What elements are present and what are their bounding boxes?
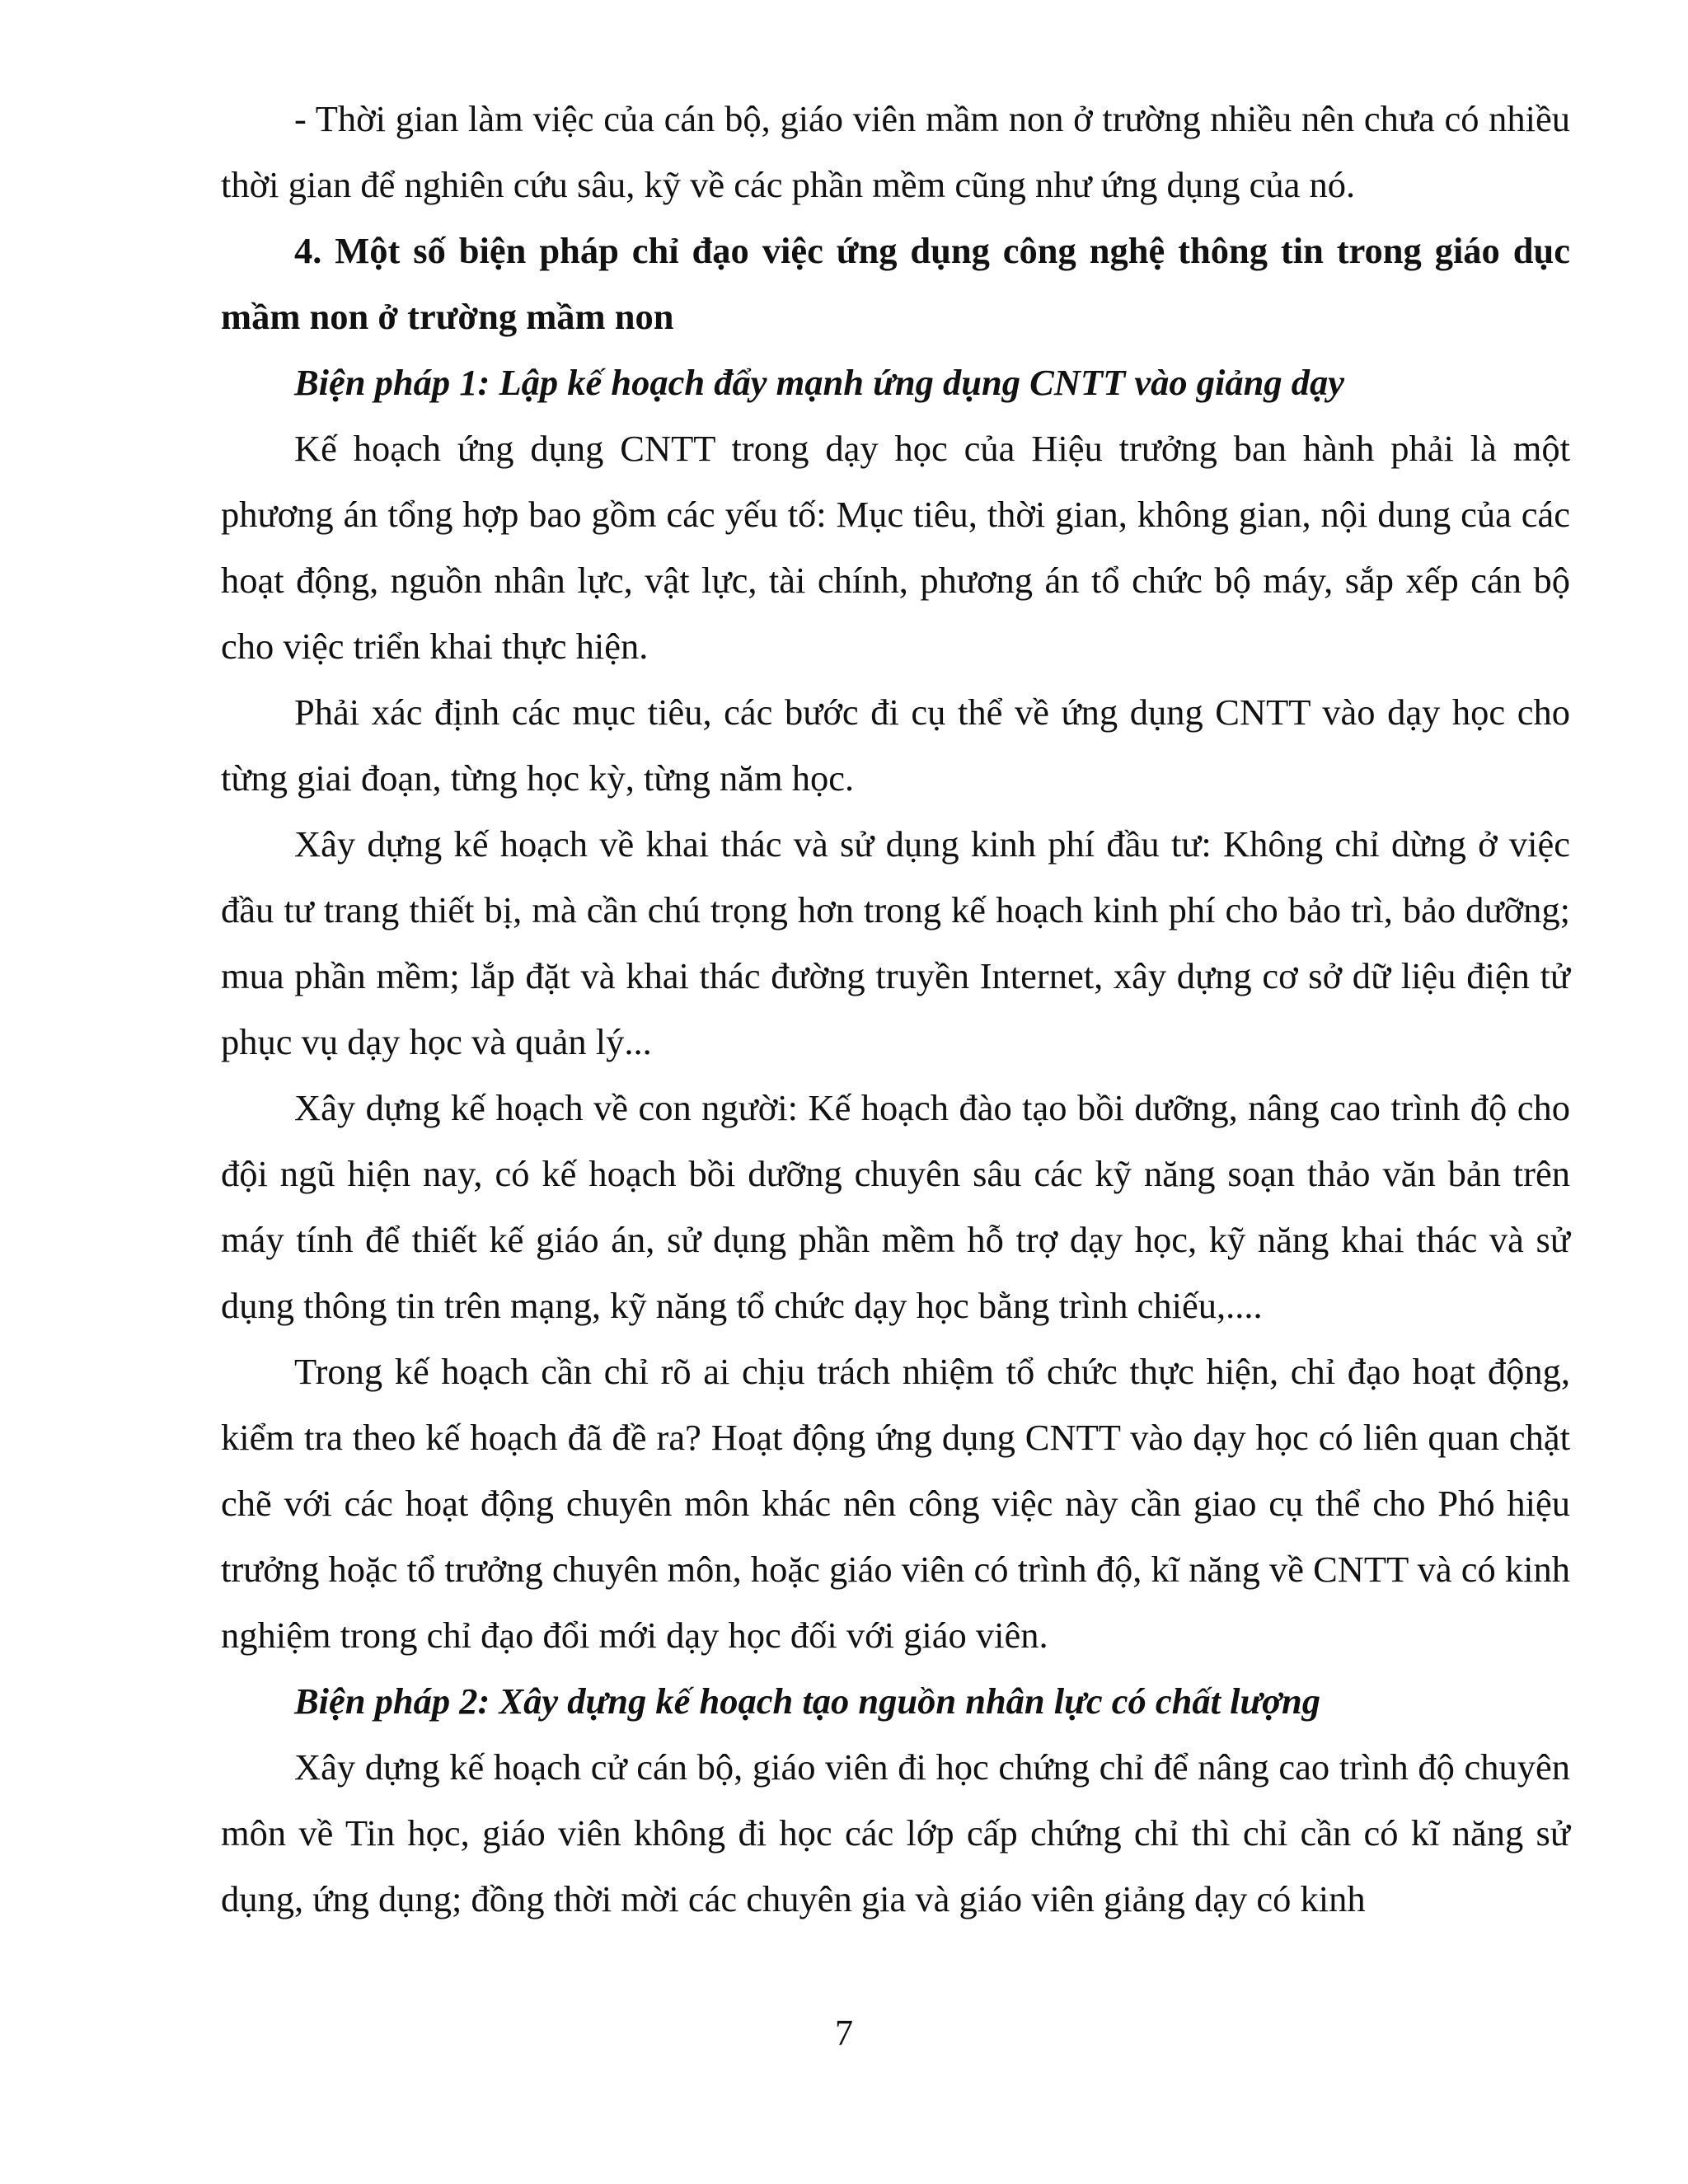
paragraph-people-plan: Xây dựng kế hoạch về con người: Kế hoạch đào tạo bồi dưỡng, nâng cao trình độ cho đội ngũ hiện nay, có kế hoạch bồi dưỡng chuyên sâu các kỹ năng soạn thảo văn bản trên máy tính để thiết kế giáo án, sử dụng phần mềm hỗ trợ dạy học, kỹ năng khai thác và sử dụng thông tin trên mạng, kỹ năng tổ chức dạy học bằng trình chiếu,.... bbox=[221, 1087, 1570, 1326]
measure-2-heading: Biện pháp 2: Xây dựng kế hoạch tạo nguồn nhân lực có chất lượng bbox=[294, 1680, 1320, 1722]
paragraph-responsibility: Trong kế hoạch cần chỉ rõ ai chịu trách nhiệm tổ chức thực hiện, chỉ đạo hoạt động, kiểm tra theo kế hoạch đã đề ra? Hoạt động ứng dụng CNTT vào dạy học có liên quan chặt chẽ với các hoạt động chuyên môn khác nên công việc này cần giao cụ thể cho Phó hiệu trưởng hoặc tổ trưởng chuyên môn, hoặc giáo viên có trình độ, kĩ năng về CNTT và có kinh nghiệm trong chỉ đạo đổi mới dạy học đối với giáo viên. bbox=[221, 1351, 1570, 1656]
paragraph-training-plan: Xây dựng kế hoạch cử cán bộ, giáo viên đi học chứng chỉ để nâng cao trình độ chuyên môn về Tin học, giáo viên không đi học các lớp cấp chứng chỉ thì chỉ cần có kĩ năng sử dụng, ứng dụng; đồng thời mời các chuyên gia và giáo viên giảng dạy có kinh bbox=[221, 1746, 1570, 1919]
paragraph-teacher-time: - Thời gian làm việc của cán bộ, giáo viên mầm non ở trường nhiều nên chưa có nhiều thời gian để nghiên cứu sâu, kỹ về các phần mềm cũng như ứng dụng của nó. bbox=[221, 98, 1570, 205]
paragraph-funding-plan: Xây dựng kế hoạch về khai thác và sử dụng kinh phí đầu tư: Không chỉ dừng ở việc đầu tư trang thiết bị, mà cần chú trọng hơn trong kế hoạch kinh phí cho bảo trì, bảo dưỡng; mua phần mềm; lắp đặt và khai thác đường truyền Internet, xây dựng cơ sở dữ liệu điện tử phục vụ dạy học và quản lý... bbox=[221, 823, 1570, 1062]
document-page-body bbox=[221, 86, 1570, 1932]
paragraph-define-goals: Phải xác định các mục tiêu, các bước đi cụ thể về ứng dụng CNTT vào dạy học cho từng giai đoạn, từng học kỳ, từng năm học. bbox=[221, 691, 1570, 799]
section-heading-measures: 4. Một số biện pháp chỉ đạo việc ứng dụng công nghệ thông tin trong giáo dục mầm non ở trường mầm non bbox=[221, 230, 1570, 337]
measure-1-heading: Biện pháp 1: Lập kế hoạch đẩy mạnh ứng dụng CNTT vào giảng dạy bbox=[294, 362, 1344, 403]
page-number: 7 bbox=[834, 2012, 854, 2053]
paragraph-plan-overview: Kế hoạch ứng dụng CNTT trong dạy học của Hiệu trưởng ban hành phải là một phương án tổng hợp bao gồm các yếu tố: Mục tiêu, thời gian, không gian, nội dung của các hoạt động, nguồn nhân lực, vật lực, tài chính, phương án tổ chức bộ máy, sắp xếp cán bộ cho việc triển khai thực hiện. bbox=[221, 428, 1570, 667]
